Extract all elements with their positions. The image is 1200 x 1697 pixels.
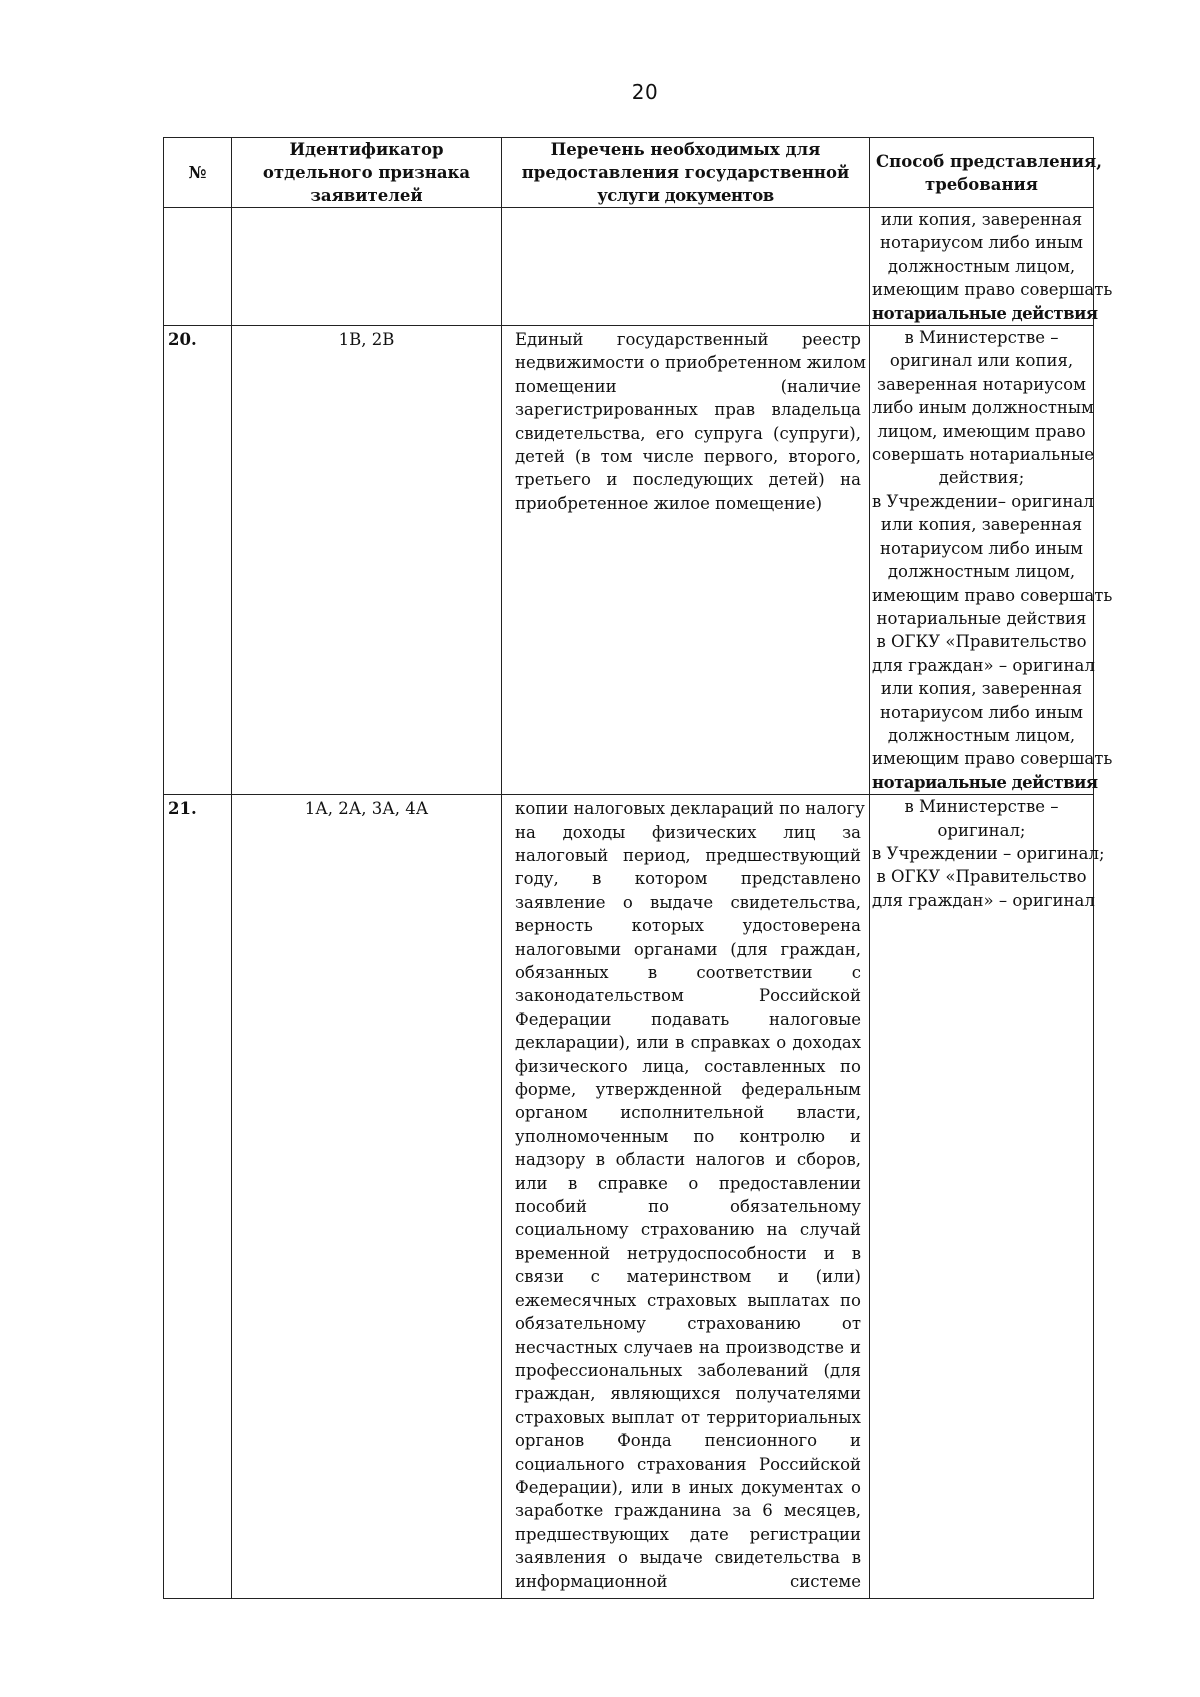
documents-table: [163, 137, 1113, 1599]
table-row-20: [164, 326, 1094, 795]
row-20-method: [870, 326, 1113, 795]
document-line: информационной системе: [515, 1571, 861, 1591]
document-line: заявление о выдаче свидетельства,: [515, 892, 861, 912]
row-21-documents: [502, 795, 870, 1599]
document-line: третьего и последующих детей) на: [515, 470, 861, 490]
document-line: органов Фонда пенсионного и: [515, 1431, 861, 1451]
method-line: должностным лицом,: [887, 725, 1076, 745]
document-line: налоговыми органами (для граждан,: [515, 939, 861, 959]
header-documents-line: услуги документов: [597, 186, 774, 205]
document-line: пособий по обязательному: [515, 1197, 861, 1217]
header-identifier-line: отдельного признака: [262, 163, 471, 182]
method-line: нотариальные действия: [872, 303, 1098, 323]
row-21-num: 21.: [164, 795, 232, 1599]
document-line: свидетельства, его супруга (супруги),: [515, 423, 861, 443]
method-line: или копия, заверенная: [880, 515, 1083, 535]
method-line: совершать нотариальные: [872, 445, 1094, 465]
document-line: на доходы физических лиц за: [515, 822, 861, 842]
document-line: Единый государственный реестр: [515, 330, 861, 350]
row-21-identifier: 1А, 2А, 3А, 4А: [232, 795, 502, 1599]
method-line: нотариальные действия: [872, 772, 1098, 792]
document-line: ежемесячных страховых выплатах по: [515, 1290, 861, 1310]
method-line: нотариусом либо иным: [880, 538, 1083, 558]
method-line: для граждан» – оригинал: [872, 890, 1095, 910]
method-line: заверенная нотариусом: [877, 374, 1086, 394]
document-line: зарегистрированных прав владельца: [515, 400, 861, 420]
document-line: заявления о выдаче свидетельства в: [515, 1548, 861, 1568]
document-line: форме, утвержденной федеральным: [515, 1080, 861, 1100]
header-identifier-line: заявителей: [310, 186, 423, 205]
row-20-documents: [502, 326, 870, 795]
method-line: либо иным должностным: [872, 398, 1094, 418]
document-line: недвижимости о приобретенном жилом: [515, 353, 867, 373]
method-line: в Министерстве –: [904, 797, 1059, 817]
document-line: детей (в том числе первого, второго,: [515, 447, 861, 467]
document-line: или в справке о предоставлении: [515, 1173, 861, 1193]
document-line: налоговый период, предшествующий: [515, 845, 861, 865]
method-line: действия;: [938, 468, 1025, 488]
method-line: нотариусом либо иным: [880, 233, 1083, 253]
method-line: в Учреждении– оригинал: [872, 491, 1094, 511]
method-line: лицом, имеющим право: [877, 421, 1086, 441]
method-line: имеющим право совершать: [872, 280, 1113, 300]
document-line: Федерации), или в иных документах о: [515, 1477, 861, 1497]
document-line: обязательному страхованию от: [515, 1314, 861, 1334]
method-line: или копия, заверенная: [880, 679, 1083, 699]
document-line: законодательством Российской: [515, 986, 861, 1006]
row-21-method: [870, 795, 1105, 1599]
document-line: надзору в области налогов и сборов,: [515, 1150, 861, 1170]
method-line: должностным лицом,: [887, 256, 1076, 276]
header-method-line: требования: [925, 174, 1038, 194]
document-line: приобретенное жилое помещение): [515, 493, 823, 513]
document-line: несчастных случаев на производстве и: [515, 1337, 861, 1357]
document-line: обязанных в соответствии с: [515, 963, 861, 982]
document-line: временной нетрудоспособности и в: [515, 1243, 861, 1263]
header-identifier: [232, 138, 502, 208]
document-line: верность которых удостоверена: [515, 916, 861, 936]
header-documents-line: предоставления государственной: [521, 163, 850, 182]
method-line: имеющим право совершать: [872, 585, 1113, 605]
method-line: нотариусом либо иным: [880, 702, 1083, 722]
row-20-identifier: 1В, 2В: [232, 326, 502, 795]
method-line: имеющим право совершать: [872, 749, 1113, 769]
page-number: 20: [631, 80, 659, 104]
method-line: нотариальные действия: [876, 608, 1087, 628]
table-row-21: [164, 795, 1094, 1599]
document-line: году, в котором представлено: [515, 869, 861, 889]
continuation-method-cell: [870, 208, 1113, 326]
method-line: или копия, заверенная: [880, 210, 1083, 229]
method-line: в Учреждении – оригинал;: [872, 843, 1105, 863]
header-num: №: [164, 138, 232, 208]
document-line: предшествующих дате регистрации: [515, 1524, 861, 1544]
method-line: оригинал или копия,: [889, 351, 1074, 371]
document-line: профессиональных заболеваний (для: [515, 1360, 861, 1380]
document-line: физического лица, составленных по: [515, 1056, 861, 1076]
document-line: органом исполнительной власти,: [515, 1103, 861, 1123]
document-line: копии налоговых деклараций по налогу: [515, 799, 865, 819]
document-line: заработке гражданина за 6 месяцев,: [515, 1501, 861, 1521]
table-row-continuation: [164, 208, 1094, 326]
method-line: оригинал;: [937, 820, 1026, 840]
header-method-line: Способ представления,: [876, 151, 1102, 171]
method-line: в ОГКУ «Правительство: [876, 632, 1087, 652]
method-line: для граждан» – оригинал: [872, 655, 1095, 675]
method-line: должностным лицом,: [887, 562, 1076, 582]
continuation-documents-cell: [502, 208, 870, 326]
document-line: страховых выплат от территориальных: [515, 1407, 861, 1427]
row-20-num: 20.: [164, 326, 232, 795]
document-line: социальному страхованию на случай: [515, 1220, 861, 1240]
document-line: Федерации подавать налоговые: [515, 1009, 861, 1029]
document-line: декларации), или в справках о доходах: [515, 1033, 861, 1053]
document-line: помещении (наличие: [515, 376, 861, 396]
document-line: связи с материнством и (или): [515, 1267, 861, 1287]
header-documents: [502, 138, 870, 208]
continuation-identifier-cell: [232, 208, 502, 326]
header-identifier-line: Идентификатор: [289, 140, 444, 159]
document-line: социального страхования Российской: [515, 1454, 861, 1474]
table-header-row: [164, 138, 1094, 208]
document-line: уполномоченным по контролю и: [515, 1126, 861, 1146]
header-documents-line: Перечень необходимых для: [550, 140, 821, 159]
header-method: [870, 138, 1102, 208]
continuation-num-cell: [164, 208, 232, 326]
method-line: в Министерстве –: [904, 328, 1059, 348]
method-line: в ОГКУ «Правительство: [876, 867, 1087, 887]
document-line: граждан, являющихся получателями: [515, 1384, 861, 1404]
